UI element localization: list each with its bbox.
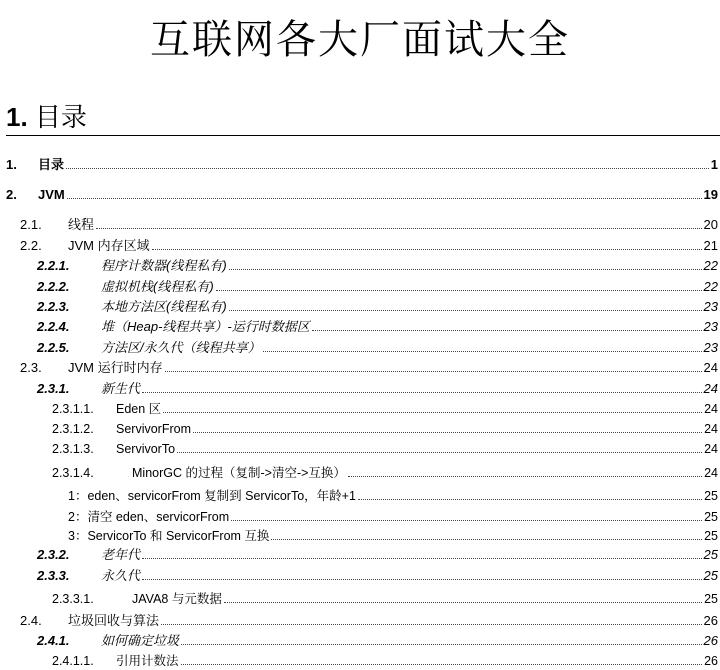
toc-entry-2-2-3[interactable] bbox=[37, 298, 718, 316]
toc-label: 虚拟机栈(线程私有) bbox=[101, 279, 214, 294]
toc-leader bbox=[165, 371, 702, 372]
toc-entry-2-4[interactable] bbox=[20, 612, 718, 630]
toc-label: ServivorTo bbox=[116, 442, 176, 456]
toc-label: 目录 bbox=[38, 157, 65, 172]
toc-entry-2-3-1-4[interactable] bbox=[52, 464, 718, 482]
toc-page: 24 bbox=[703, 381, 718, 396]
toc-number: 2.3.1.1. bbox=[52, 402, 94, 416]
toc-page: 25 bbox=[704, 592, 718, 606]
toc-number: 2.3.1. bbox=[37, 381, 70, 396]
toc-leader bbox=[193, 432, 702, 433]
toc-number: 2.2.1. bbox=[37, 258, 70, 273]
toc-number: 2.3.3.1. bbox=[52, 592, 94, 606]
toc-number: 2.3.1.4. bbox=[52, 466, 94, 480]
toc-page: 21 bbox=[703, 238, 718, 253]
toc-page: 20 bbox=[703, 217, 718, 232]
toc-number: 1. bbox=[6, 157, 17, 172]
toc-entry-step-3[interactable] bbox=[68, 527, 718, 545]
toc-leader bbox=[163, 412, 702, 413]
toc-number: 2.3.2. bbox=[37, 547, 70, 562]
toc-page: 26 bbox=[704, 654, 718, 668]
toc-label: 垃圾回收与算法 bbox=[68, 613, 160, 628]
toc-page: 25 bbox=[703, 568, 718, 583]
toc-number: 2.2.3. bbox=[37, 299, 70, 314]
toc-number: 2.4.1. bbox=[37, 633, 70, 648]
toc-page: 23 bbox=[703, 340, 718, 355]
toc-label: JVM bbox=[38, 187, 65, 202]
toc-label: ServivorFrom bbox=[116, 422, 192, 436]
toc-leader bbox=[181, 664, 703, 665]
toc-leader bbox=[142, 558, 702, 559]
toc-label: 1：eden、servicorFrom 复制到 ServicorTo，年龄+1 bbox=[68, 489, 356, 503]
toc-number: 2.3.1.3. bbox=[52, 442, 94, 456]
toc-number: 2.3. bbox=[20, 360, 42, 375]
toc-entry-2-2-2[interactable] bbox=[37, 278, 718, 296]
document-title: 互联网各大厂面试大全 bbox=[150, 17, 570, 63]
toc-page: 19 bbox=[703, 187, 718, 202]
toc-label: Eden 区 bbox=[116, 402, 162, 416]
heading-rule bbox=[6, 135, 720, 136]
toc-page: 25 bbox=[704, 529, 718, 543]
toc-leader bbox=[224, 602, 702, 603]
toc-leader bbox=[142, 579, 702, 580]
toc-label: 永久代 bbox=[101, 568, 141, 583]
toc-entry-2-3[interactable] bbox=[20, 359, 718, 377]
toc-label: JVM 运行时内存 bbox=[68, 360, 163, 375]
toc-page: 1 bbox=[710, 157, 718, 172]
toc-page: 22 bbox=[703, 279, 718, 294]
toc-label: JAVA8 与元数据 bbox=[132, 592, 222, 606]
toc-entry-2-3-1-2[interactable] bbox=[52, 420, 718, 438]
toc-label: 引用计数法 bbox=[116, 654, 179, 668]
toc-leader bbox=[96, 228, 702, 229]
toc-label: 程序计数器(线程私有) bbox=[101, 258, 227, 273]
toc-page: 24 bbox=[704, 466, 718, 480]
toc-page: 26 bbox=[703, 633, 718, 648]
toc-leader bbox=[263, 351, 702, 352]
toc-label: 3：ServicorTo 和 ServicorFrom 互换 bbox=[68, 529, 270, 543]
toc-page: 24 bbox=[704, 442, 718, 456]
toc-label: 方法区/永久代（线程共享） bbox=[101, 340, 261, 355]
toc-leader bbox=[177, 452, 702, 453]
toc-entry-step-2[interactable] bbox=[68, 508, 718, 526]
toc-entry-2-4-1-1[interactable] bbox=[52, 652, 718, 670]
toc-number: 2.2.2. bbox=[37, 279, 70, 294]
toc-page: 25 bbox=[704, 489, 718, 503]
toc-leader bbox=[231, 520, 702, 521]
toc-entry-2-2-4[interactable] bbox=[37, 318, 718, 336]
toc-number: 2.1. bbox=[20, 217, 42, 232]
toc-leader bbox=[67, 198, 702, 199]
toc-page: 24 bbox=[703, 360, 718, 375]
toc-leader bbox=[66, 168, 709, 169]
toc-number: 2.2.5. bbox=[37, 340, 70, 355]
toc-page: 23 bbox=[703, 319, 718, 334]
toc-number: 2.3.3. bbox=[37, 568, 70, 583]
toc-label: JVM 内存区域 bbox=[68, 238, 150, 253]
toc-label: 本地方法区(线程私有) bbox=[101, 299, 227, 314]
toc-label: 堆（Heap-线程共享）-运行时数据区 bbox=[101, 319, 310, 334]
section-heading-text: 目录 bbox=[34, 102, 87, 132]
toc-label: 老年代 bbox=[101, 547, 141, 562]
toc-leader bbox=[271, 539, 702, 540]
toc-entry-2-3-2[interactable] bbox=[37, 546, 718, 564]
toc-number: 2.2.4. bbox=[37, 319, 70, 334]
toc-page: 25 bbox=[703, 547, 718, 562]
toc-leader bbox=[181, 644, 702, 645]
toc-leader bbox=[229, 269, 702, 270]
toc-entry-step-1[interactable] bbox=[68, 487, 718, 505]
toc-entry-2-2[interactable] bbox=[20, 237, 718, 255]
toc-page: 24 bbox=[704, 402, 718, 416]
toc-label: MinorGC 的过程（复制->清空->互换） bbox=[132, 466, 346, 480]
toc-leader bbox=[216, 290, 702, 291]
toc-leader bbox=[348, 476, 702, 477]
toc-number: 2.3.1.2. bbox=[52, 422, 94, 436]
toc-entry-2-3-1-3[interactable] bbox=[52, 440, 718, 458]
toc-label: 2：清空 eden、servicorFrom bbox=[68, 510, 230, 524]
toc-entry-2-1[interactable] bbox=[20, 216, 718, 234]
toc-entry-2[interactable] bbox=[6, 186, 718, 204]
toc-number: 2.4. bbox=[20, 613, 42, 628]
toc-entry-2-3-3[interactable] bbox=[37, 567, 718, 585]
toc-entry-2-2-5[interactable] bbox=[37, 339, 718, 357]
toc-label: 线程 bbox=[68, 217, 95, 232]
toc-leader bbox=[312, 330, 702, 331]
toc-page: 25 bbox=[704, 510, 718, 524]
toc-leader bbox=[152, 249, 702, 250]
toc-page: 23 bbox=[703, 299, 718, 314]
toc-number: 2.4.1.1. bbox=[52, 654, 94, 668]
toc-page: 24 bbox=[704, 422, 718, 436]
toc-entry-2-3-3-1[interactable] bbox=[52, 590, 718, 608]
toc-number: 2.2. bbox=[20, 238, 42, 253]
toc-leader bbox=[229, 310, 702, 311]
toc-number: 2. bbox=[6, 187, 17, 202]
toc-label: 新生代 bbox=[101, 381, 141, 396]
toc-entry-2-3-1[interactable] bbox=[37, 380, 718, 398]
toc-entry-2-3-1-1[interactable] bbox=[52, 400, 718, 418]
toc-entry-2-4-1[interactable] bbox=[37, 632, 718, 650]
section-heading-number: 1. bbox=[6, 102, 28, 132]
toc-entry-2-2-1[interactable] bbox=[37, 257, 718, 275]
toc-leader bbox=[358, 499, 702, 500]
toc-leader bbox=[161, 624, 702, 625]
toc-label: 如何确定垃圾 bbox=[101, 633, 180, 648]
toc-page: 22 bbox=[703, 258, 718, 273]
section-heading bbox=[6, 100, 714, 134]
toc-entry-1[interactable] bbox=[6, 156, 718, 174]
toc-leader bbox=[142, 392, 702, 393]
toc-page: 26 bbox=[703, 613, 718, 628]
